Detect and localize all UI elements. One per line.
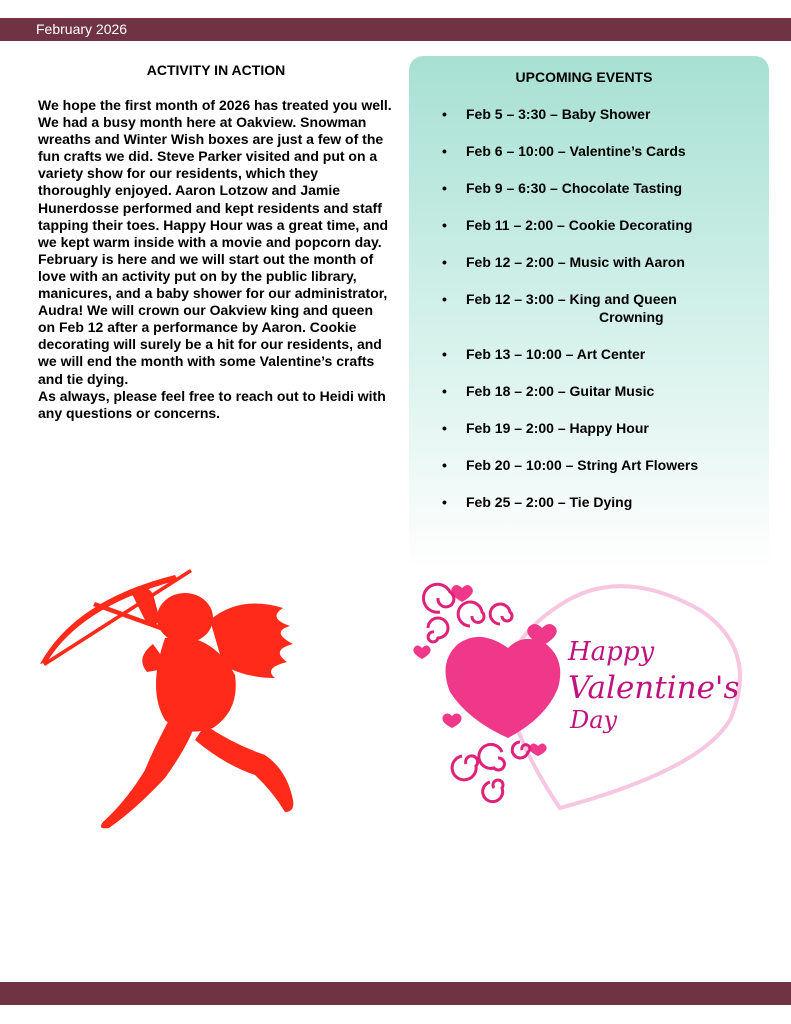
- event-item: • Feb 20 – 10:00 – String Art Flowers: [409, 456, 769, 474]
- cupid-icon: [35, 560, 305, 840]
- event-item: • Feb 5 – 3:30 – Baby Shower: [409, 105, 769, 123]
- event-item: • Feb 25 – 2:00 – Tie Dying: [409, 493, 769, 511]
- event-item: • Feb 9 – 6:30 – Chocolate Tasting: [409, 179, 769, 197]
- event-item: • Feb 18 – 2:00 – Guitar Music: [409, 382, 769, 400]
- event-item: • Feb 19 – 2:00 – Happy Hour: [409, 419, 769, 437]
- activity-section: [38, 62, 394, 422]
- event-item: • Feb 12 – 2:00 – Music with Aaron: [409, 253, 769, 271]
- activity-paragraph: As always, please feel free to reach out to Heidi with any questions or concerns.: [38, 387, 386, 421]
- day-text: Day: [570, 706, 618, 734]
- event-item: • Feb 6 – 10:00 – Valentine’s Cards: [409, 142, 769, 160]
- activity-paragraph: We hope the first month of 2026 has treated you well. We had a busy month here at Oakview. Snowman wreaths and Winter Wish boxes are just a few of the fun crafts we did. Steve Parker visited and put on a variety show for our residents, which they thoroughly enjoyed. Aaron Lotzow and Jamie Hunerdosse performed and kept residents and staff tapping their toes. Happy Hour was a great time, and we kept warm inside with a movie and popcorn day.: [38, 97, 392, 250]
- header-bar: [0, 18, 791, 41]
- activity-title: ACTIVITY IN ACTION: [146, 62, 286, 78]
- activity-paragraph: February is here and we will start out the month of love with an activity put on by the public library, manicures, and a baby shower for our administrator, Audra! We will crown our Oakview king and queen on Feb 12 after a performance by Aaron. Cookie decorating will surely be a hit for our residents, and we will end the month with some Valentine’s crafts and tie dying.: [38, 250, 388, 387]
- event-item: • Feb 11 – 2:00 – Cookie Decorating: [409, 216, 769, 234]
- valentines-text: Valentine's: [568, 670, 740, 706]
- event-item: • Feb 13 – 10:00 – Art Center: [409, 345, 769, 363]
- header-date: February 2026: [36, 21, 128, 37]
- happy-text: Happy: [568, 637, 655, 667]
- valentines-heart-graphic: [410, 570, 750, 820]
- upcoming-events-panel: [409, 56, 769, 570]
- event-item: • Feb 12 – 3:00 – King and Queen Crowning: [409, 290, 769, 326]
- footer-bar: [0, 982, 791, 1005]
- events-list: [409, 105, 769, 530]
- events-title: UPCOMING EVENTS: [515, 69, 653, 85]
